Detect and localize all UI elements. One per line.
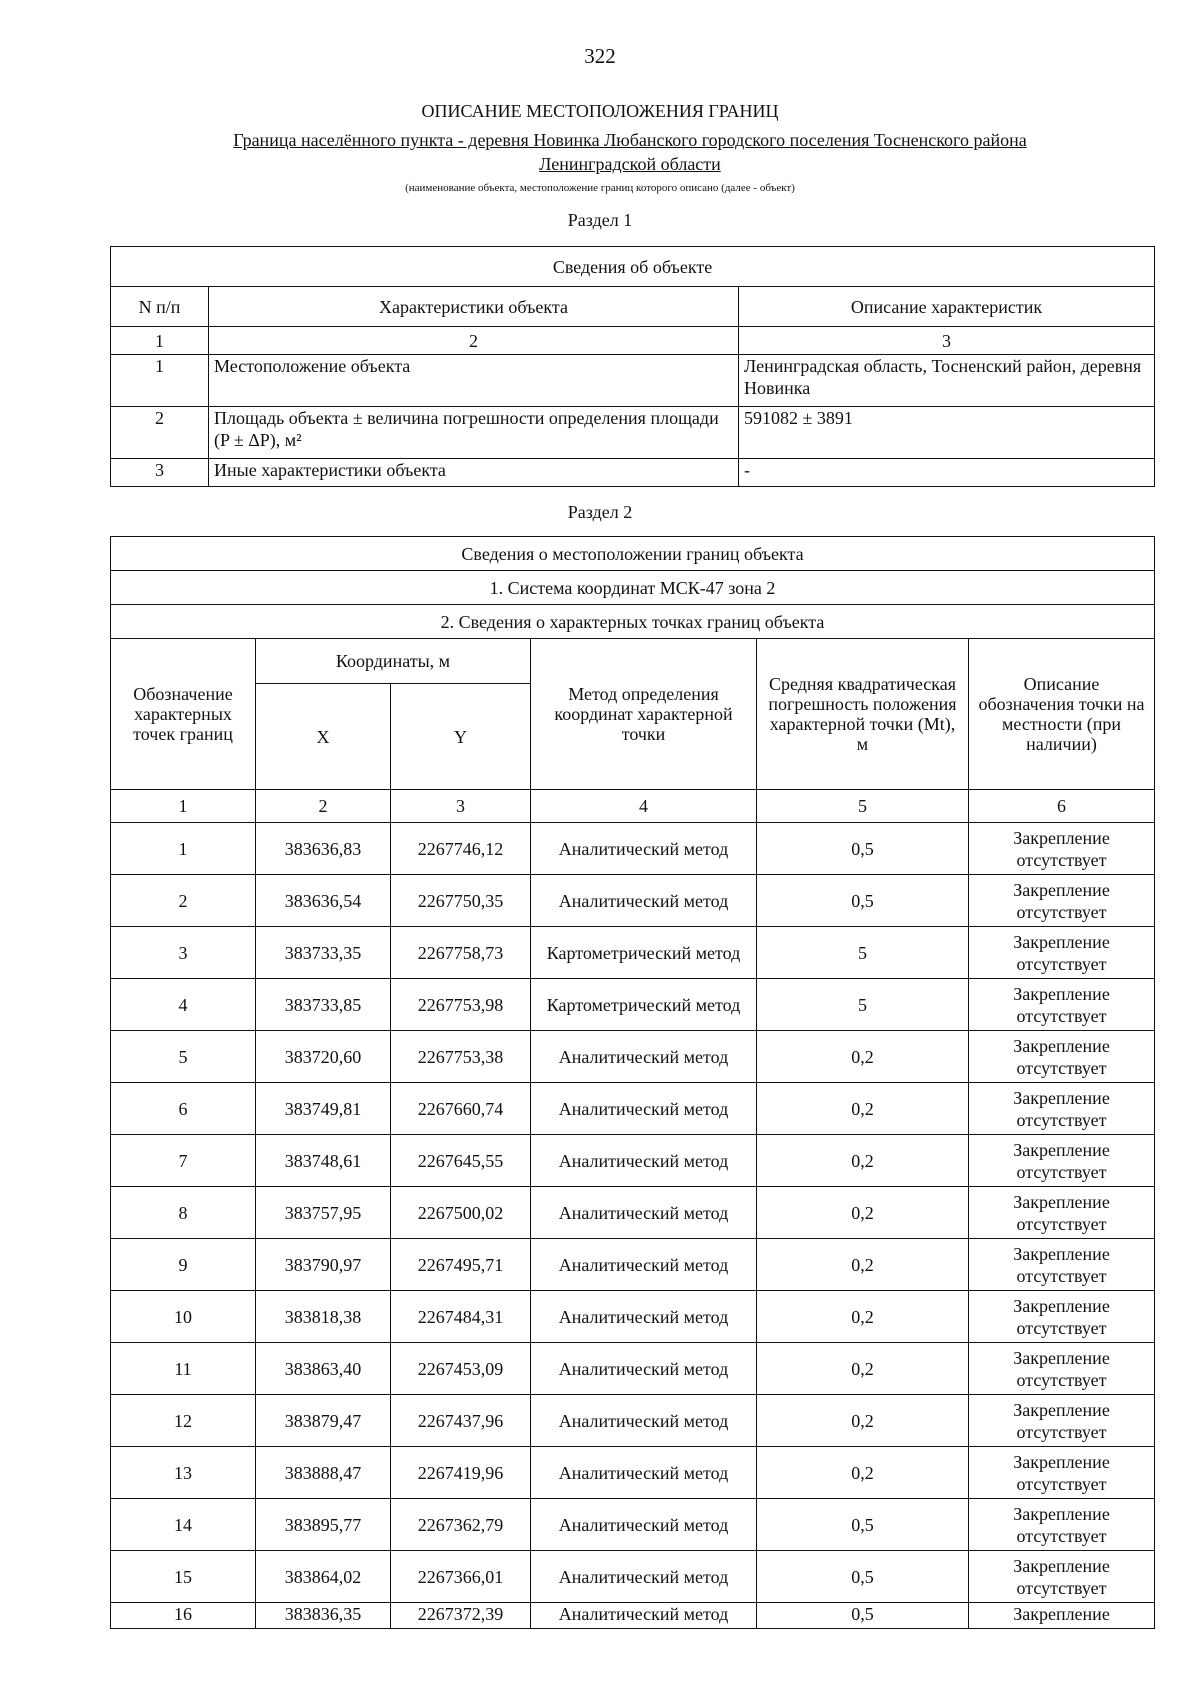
point-description: Закрепление отсутствует	[969, 1343, 1155, 1395]
characteristic-name: Местоположение объекта	[209, 355, 739, 407]
coordinate-y: 2267362,79	[391, 1499, 531, 1551]
column-number: 1	[111, 327, 209, 355]
accuracy-cell: 0,2	[757, 1083, 969, 1135]
accuracy-cell: 0,2	[757, 1447, 969, 1499]
accuracy-cell: 0,2	[757, 1187, 969, 1239]
table-row	[111, 1083, 1155, 1135]
point-description: Закрепление отсутствует	[969, 1135, 1155, 1187]
table-row	[111, 407, 1155, 459]
object-info-table	[110, 246, 1155, 487]
points-body	[111, 823, 1155, 1629]
point-number: 12	[111, 1395, 256, 1447]
point-description: Закрепление отсутствует	[969, 1239, 1155, 1291]
method-cell: Аналитический метод	[531, 1499, 757, 1551]
point-description: Закрепление отсутствует	[969, 1031, 1155, 1083]
point-number: 14	[111, 1499, 256, 1551]
coordinate-y: 2267484,31	[391, 1291, 531, 1343]
accuracy-cell: 0,5	[757, 875, 969, 927]
column-number: 2	[256, 790, 391, 823]
coordinate-x: 383733,85	[256, 979, 391, 1031]
point-description: Закрепление отсутствует	[969, 927, 1155, 979]
point-description: Закрепление отсутствует	[969, 823, 1155, 875]
point-number: 6	[111, 1083, 256, 1135]
method-cell: Аналитический метод	[531, 1135, 757, 1187]
method-cell: Аналитический метод	[531, 1031, 757, 1083]
object-name-line-1: Граница населённого пункта - деревня Новинка Любанского городского поселения Тосненского района	[233, 130, 1027, 150]
table-row	[111, 823, 1155, 875]
boundary-table-title: Сведения о местоположении границ объекта	[111, 537, 1155, 571]
table-row	[111, 1551, 1155, 1603]
point-number: 13	[111, 1447, 256, 1499]
method-cell: Аналитический метод	[531, 823, 757, 875]
method-cell: Аналитический метод	[531, 1291, 757, 1343]
coordinate-y: 2267758,73	[391, 927, 531, 979]
method-cell: Аналитический метод	[531, 1343, 757, 1395]
table-row	[111, 979, 1155, 1031]
accuracy-cell: 0,2	[757, 1291, 969, 1343]
accuracy-cell: 0,2	[757, 1239, 969, 1291]
coordinate-y: 2267645,55	[391, 1135, 531, 1187]
document-title: ОПИСАНИЕ МЕСТОПОЛОЖЕНИЯ ГРАНИЦ	[421, 101, 779, 121]
method-cell: Аналитический метод	[531, 1603, 757, 1629]
table-row	[111, 1603, 1155, 1629]
coordinate-x: 383733,35	[256, 927, 391, 979]
point-number: 3	[111, 927, 256, 979]
coordinate-x: 383879,47	[256, 1395, 391, 1447]
characteristic-value: -	[739, 459, 1155, 487]
point-number: 15	[111, 1551, 256, 1603]
point-description: Закрепление отсутствует	[969, 1187, 1155, 1239]
characteristic-value: 591082 ± 3891	[739, 407, 1155, 459]
row-number: 2	[111, 407, 209, 459]
object-name	[110, 128, 1150, 176]
method-cell: Картометрический метод	[531, 979, 757, 1031]
column-number: 4	[531, 790, 757, 823]
point-number: 7	[111, 1135, 256, 1187]
coordinate-x: 383636,83	[256, 823, 391, 875]
table-row	[111, 1239, 1155, 1291]
coordinate-x: 383749,81	[256, 1083, 391, 1135]
point-description: Закрепление отсутствует	[969, 1551, 1155, 1603]
coordinate-y: 2267495,71	[391, 1239, 531, 1291]
accuracy-cell: 0,2	[757, 1343, 969, 1395]
coordinate-y: 2267500,02	[391, 1187, 531, 1239]
table-row	[111, 1395, 1155, 1447]
row-number: 1	[111, 355, 209, 407]
accuracy-cell: 0,2	[757, 1031, 969, 1083]
coordinate-y: 2267746,12	[391, 823, 531, 875]
header-description: Описание характеристик	[739, 287, 1155, 327]
point-description: Закрепление отсутствует	[969, 875, 1155, 927]
point-description: Закрепление отсутствует	[969, 1291, 1155, 1343]
header-x: X	[256, 684, 391, 790]
characteristic-value: Ленинградская область, Тосненский район, деревня Новинка	[739, 355, 1155, 407]
coordinate-y: 2267753,98	[391, 979, 531, 1031]
point-number: 1	[111, 823, 256, 875]
table-row	[111, 1343, 1155, 1395]
method-cell: Картометрический метод	[531, 927, 757, 979]
method-cell: Аналитический метод	[531, 1447, 757, 1499]
accuracy-cell: 5	[757, 979, 969, 1031]
coordinate-y: 2267660,74	[391, 1083, 531, 1135]
point-number: 5	[111, 1031, 256, 1083]
method-cell: Аналитический метод	[531, 1083, 757, 1135]
header-y: Y	[391, 684, 531, 790]
table-row	[111, 459, 1155, 487]
header-number: N п/п	[111, 287, 209, 327]
point-description: Закрепление	[969, 1603, 1155, 1629]
coordinate-y: 2267372,39	[391, 1603, 531, 1629]
accuracy-cell: 0,2	[757, 1395, 969, 1447]
point-number: 8	[111, 1187, 256, 1239]
accuracy-cell: 0,5	[757, 1551, 969, 1603]
object-name-note: (наименование объекта, местоположение границ которого описано (далее - объект)	[405, 182, 795, 194]
row-number: 3	[111, 459, 209, 487]
coordinate-x: 383720,60	[256, 1031, 391, 1083]
coordinate-x: 383790,97	[256, 1239, 391, 1291]
header-method: Метод определения координат характерной точки	[531, 639, 757, 790]
table-row	[111, 355, 1155, 407]
point-number: 4	[111, 979, 256, 1031]
coordinate-y: 2267753,38	[391, 1031, 531, 1083]
accuracy-cell: 0,2	[757, 1135, 969, 1187]
section-2-heading: Раздел 2	[567, 502, 633, 522]
method-cell: Аналитический метод	[531, 875, 757, 927]
table-row	[111, 1031, 1155, 1083]
coordinate-x: 383895,77	[256, 1499, 391, 1551]
points-title: 2. Сведения о характерных точках границ объекта	[111, 605, 1155, 639]
column-number: 3	[739, 327, 1155, 355]
point-description: Закрепление отсутствует	[969, 1395, 1155, 1447]
method-cell: Аналитический метод	[531, 1551, 757, 1603]
point-number: 10	[111, 1291, 256, 1343]
table-row	[111, 1499, 1155, 1551]
method-cell: Аналитический метод	[531, 1395, 757, 1447]
column-number: 6	[969, 790, 1155, 823]
characteristic-name: Площадь объекта ± величина погрешности определения площади (P ± ΔP), м²	[209, 407, 739, 459]
coordinate-x: 383757,95	[256, 1187, 391, 1239]
header-point-label: Обозначение характерных точек границ	[111, 639, 256, 790]
table-row	[111, 927, 1155, 979]
table-row	[111, 1187, 1155, 1239]
coordinate-x: 383636,54	[256, 875, 391, 927]
object-info-title: Сведения об объекте	[111, 247, 1155, 287]
table-row	[111, 1447, 1155, 1499]
column-number: 1	[111, 790, 256, 823]
object-name-line-2: Ленинградской области	[539, 154, 721, 174]
point-description: Закрепление отсутствует	[969, 1083, 1155, 1135]
header-point-description: Описание обозначения точки на местности (при наличии)	[969, 639, 1155, 790]
header-accuracy: Средняя квадратическая погрешность положения характерной точки (Mt), м	[757, 639, 969, 790]
boundary-points-table	[110, 536, 1155, 1629]
coordinate-y: 2267419,96	[391, 1447, 531, 1499]
accuracy-cell: 0,5	[757, 1603, 969, 1629]
coordinate-system: 1. Система координат МСК-47 зона 2	[111, 571, 1155, 605]
coordinate-x: 383863,40	[256, 1343, 391, 1395]
column-number: 2	[209, 327, 739, 355]
column-number: 3	[391, 790, 531, 823]
method-cell: Аналитический метод	[531, 1239, 757, 1291]
coordinate-x: 383888,47	[256, 1447, 391, 1499]
point-number: 11	[111, 1343, 256, 1395]
point-description: Закрепление отсутствует	[969, 1447, 1155, 1499]
point-description: Закрепление отсутствует	[969, 979, 1155, 1031]
page-number: 322	[584, 44, 616, 68]
point-number: 2	[111, 875, 256, 927]
accuracy-cell: 5	[757, 927, 969, 979]
coordinate-y: 2267453,09	[391, 1343, 531, 1395]
table-row	[111, 1135, 1155, 1187]
coordinate-x: 383836,35	[256, 1603, 391, 1629]
coordinate-y: 2267750,35	[391, 875, 531, 927]
accuracy-cell: 0,5	[757, 823, 969, 875]
method-cell: Аналитический метод	[531, 1187, 757, 1239]
header-coordinates: Координаты, м	[256, 639, 531, 684]
point-number: 16	[111, 1603, 256, 1629]
coordinate-y: 2267366,01	[391, 1551, 531, 1603]
coordinate-x: 383818,38	[256, 1291, 391, 1343]
table-row	[111, 1291, 1155, 1343]
point-description: Закрепление отсутствует	[969, 1499, 1155, 1551]
coordinate-x: 383748,61	[256, 1135, 391, 1187]
table-row	[111, 875, 1155, 927]
column-number: 5	[757, 790, 969, 823]
accuracy-cell: 0,5	[757, 1499, 969, 1551]
coordinate-x: 383864,02	[256, 1551, 391, 1603]
section-1-heading: Раздел 1	[567, 210, 633, 230]
header-characteristics: Характеристики объекта	[209, 287, 739, 327]
coordinate-y: 2267437,96	[391, 1395, 531, 1447]
point-number: 9	[111, 1239, 256, 1291]
characteristic-name: Иные характеристики объекта	[209, 459, 739, 487]
